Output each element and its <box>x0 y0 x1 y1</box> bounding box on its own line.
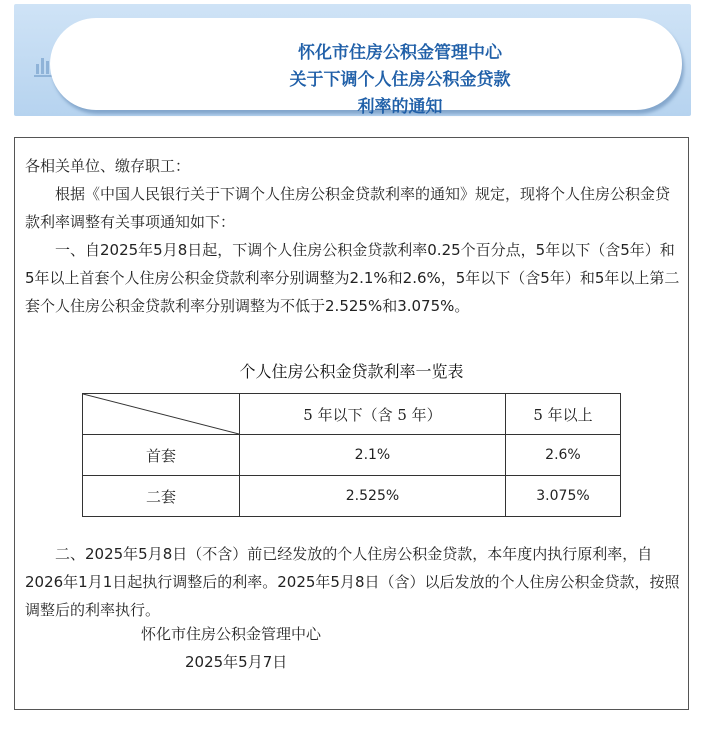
title-line-2: 关于下调个人住房公积金贷款 <box>289 70 511 90</box>
signature-date: 2025年5月7日 <box>185 653 288 671</box>
row-label-first-home: 首套 <box>83 435 240 476</box>
diagonal-header-cell <box>83 394 240 435</box>
item-2-paragraph: 二、2025年5月8日（不含）前已经发放的个人住房公积金贷款，本年度内执行原利率，自2026年1月1日起执行调整后的利率。2025年5月8日（含）以后发放的个人住房公积金贷款，按照调整后的利率执行。 <box>25 545 680 619</box>
header-banner <box>14 4 691 116</box>
table-row <box>83 476 621 517</box>
column-header-5y-above: 5 年以上 <box>505 394 620 435</box>
table-row <box>83 435 621 476</box>
table-title: 个人住房公积金贷款利率一览表 <box>239 362 464 381</box>
rate-second-5y-below: 2.525% <box>240 476 506 517</box>
rate-table <box>82 393 621 517</box>
header-title-card <box>50 18 682 117</box>
diagonal-line <box>83 394 239 434</box>
page-title <box>110 40 690 121</box>
rate-second-5y-above: 3.075% <box>505 476 620 517</box>
row-label-second-home: 二套 <box>83 476 240 517</box>
intro-paragraph: 根据《中国人民银行关于下调个人住房公积金贷款利率的通知》规定，现将个人住房公积金贷款利率调整有关事项通知如下： <box>25 185 671 231</box>
signature-organization: 怀化市住房公积金管理中心 <box>141 625 322 643</box>
title-line-1: 怀化市住房公积金管理中心 <box>298 43 502 63</box>
column-header-5y-below: 5 年以下（含 5 年） <box>240 394 506 435</box>
table-header-row <box>83 394 621 435</box>
notice-content <box>14 137 689 710</box>
rate-first-5y-below: 2.1% <box>240 435 506 476</box>
item-1-paragraph: 一、自2025年5月8日起，下调个人住房公积金贷款利率0.25个百分点，5年以下（含5年）和5年以上首套个人住房公积金贷款利率分别调整为2.1%和2.6%，5年以下（含5年）和5年以上第二套个人住房公积金贷款利率分别调整为不低于2.525%和3.075%。 <box>25 241 680 315</box>
rate-first-5y-above: 2.6% <box>505 435 620 476</box>
title-line-3: 利率的通知 <box>357 97 443 117</box>
salutation: 各相关单位、缴存职工： <box>25 157 191 175</box>
